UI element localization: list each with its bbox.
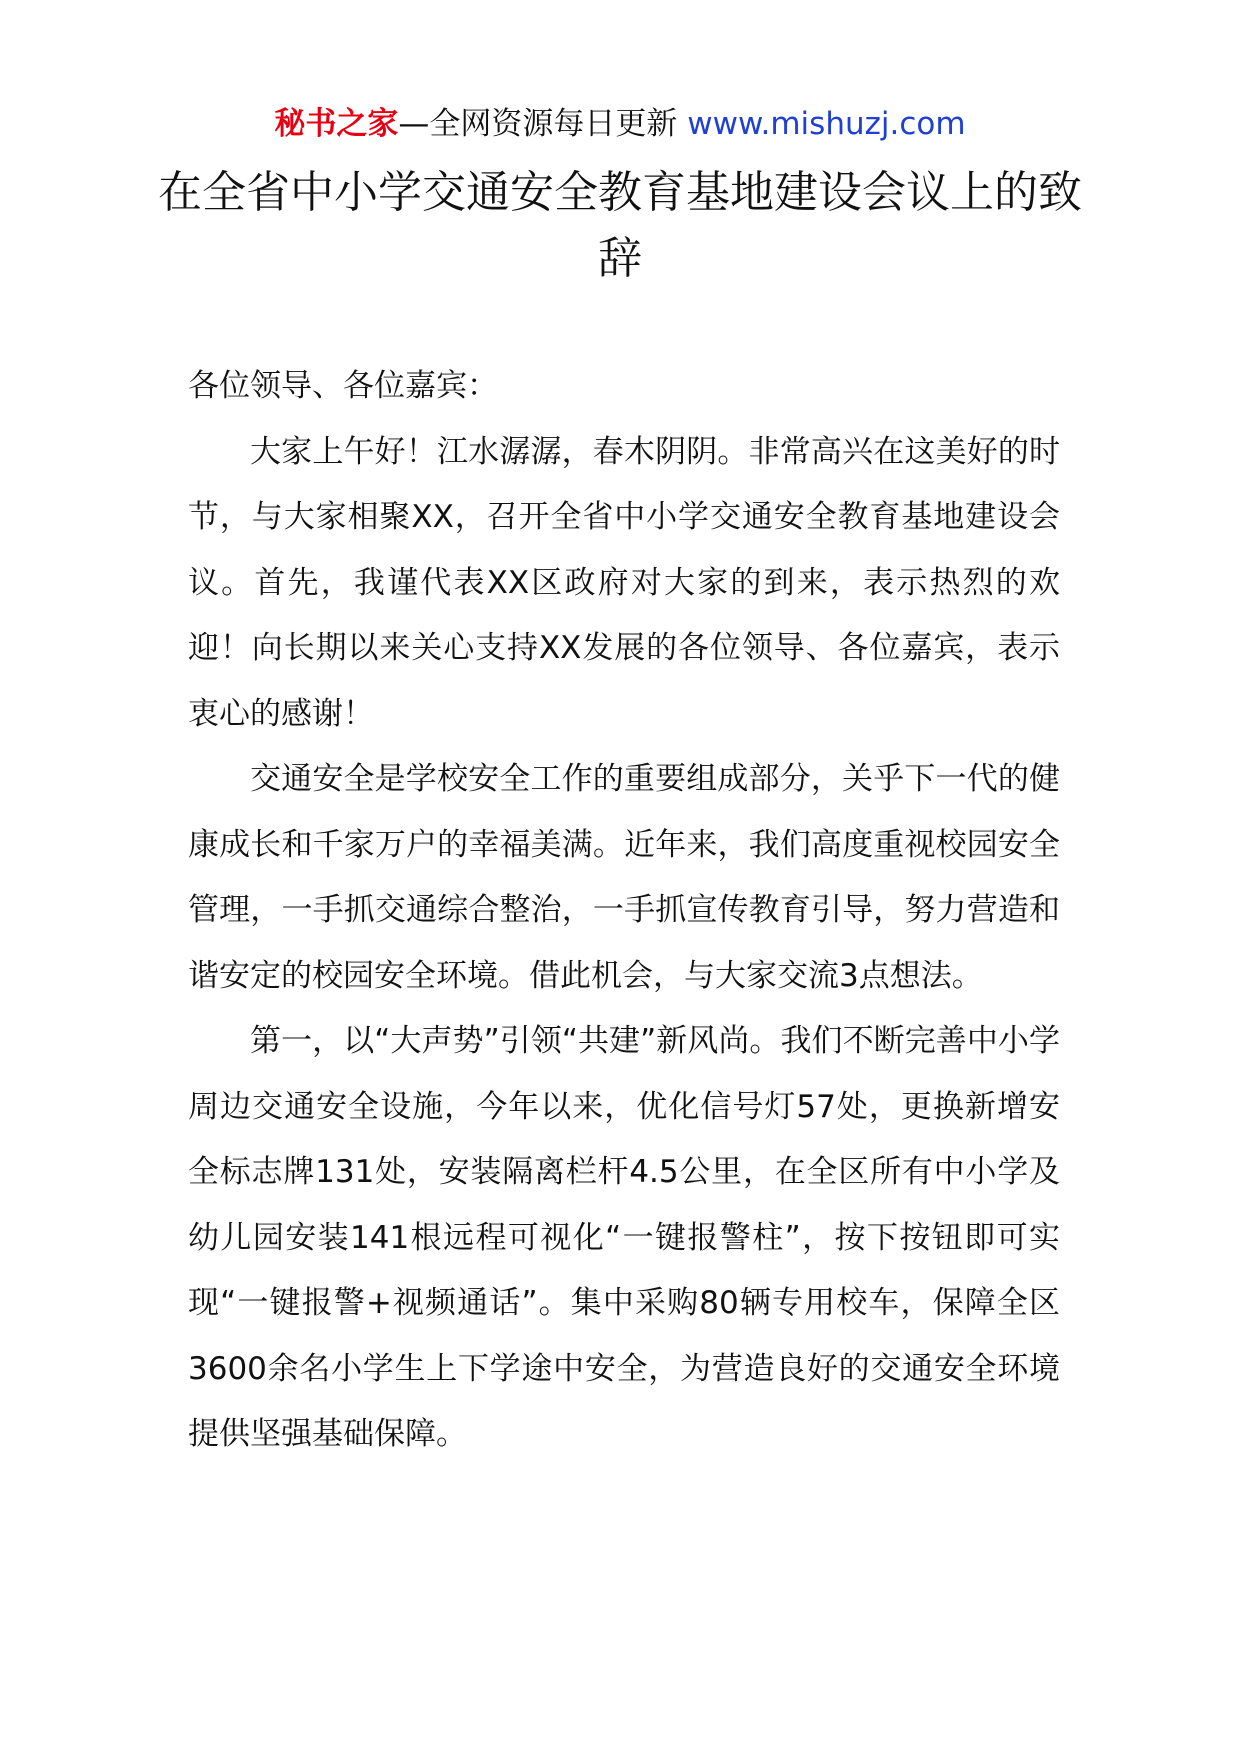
paragraph-greeting: 大家上午好！江水潺潺，春木阴阴。非常高兴在这美好的时节，与大家相聚XX，召开全省中小学交通安全教育基地建设会议。首先，我谨代表XX区政府对大家的到来，表示热烈的欢迎！向长期以来关心支持XX发展的各位领导、各位嘉宾，表示衷心的感谢！ <box>188 433 1060 732</box>
salutation: 各位领导、各位嘉宾： <box>188 368 498 404</box>
paragraph-importance: 交通安全是学校安全工作的重要组成部分，关乎下一代的健康成长和千家万户的幸福美满。近年来，我们高度重视校园安全管理，一手抓交通综合整治，一手抓宣传教育引导，努力营造和谐安定的校园安全环境。借此机会，与大家交流3点想法。 <box>188 761 1060 994</box>
site-url-link[interactable]: www.mishuzj.com <box>687 106 966 142</box>
site-header <box>0 104 1240 144</box>
site-slogan: —全网资源每日更新 <box>398 106 688 142</box>
document-body <box>188 354 1060 1468</box>
document-title: 在全省中小学交通安全教育基地建设会议上的致辞 <box>158 167 1082 284</box>
site-brand: 秘书之家 <box>274 106 399 142</box>
paragraph-point-one: 第一，以“大声势”引领“共建”新风尚。我们不断完善中小学周边交通安全设施，今年以来，优化信号灯57处，更换新增安全标志牌131处，安装隔离栏杆4.5公里，在全区所有中小学及幼儿园安装141根远程可视化“一键报警柱”，按下按钮即可实现“一键报警+视频通话”。集中采购80辆专用校车，保障全区3600余名小学生上下学途中安全，为营造良好的交通安全环境提供坚强基础保障。 <box>188 1023 1060 1452</box>
